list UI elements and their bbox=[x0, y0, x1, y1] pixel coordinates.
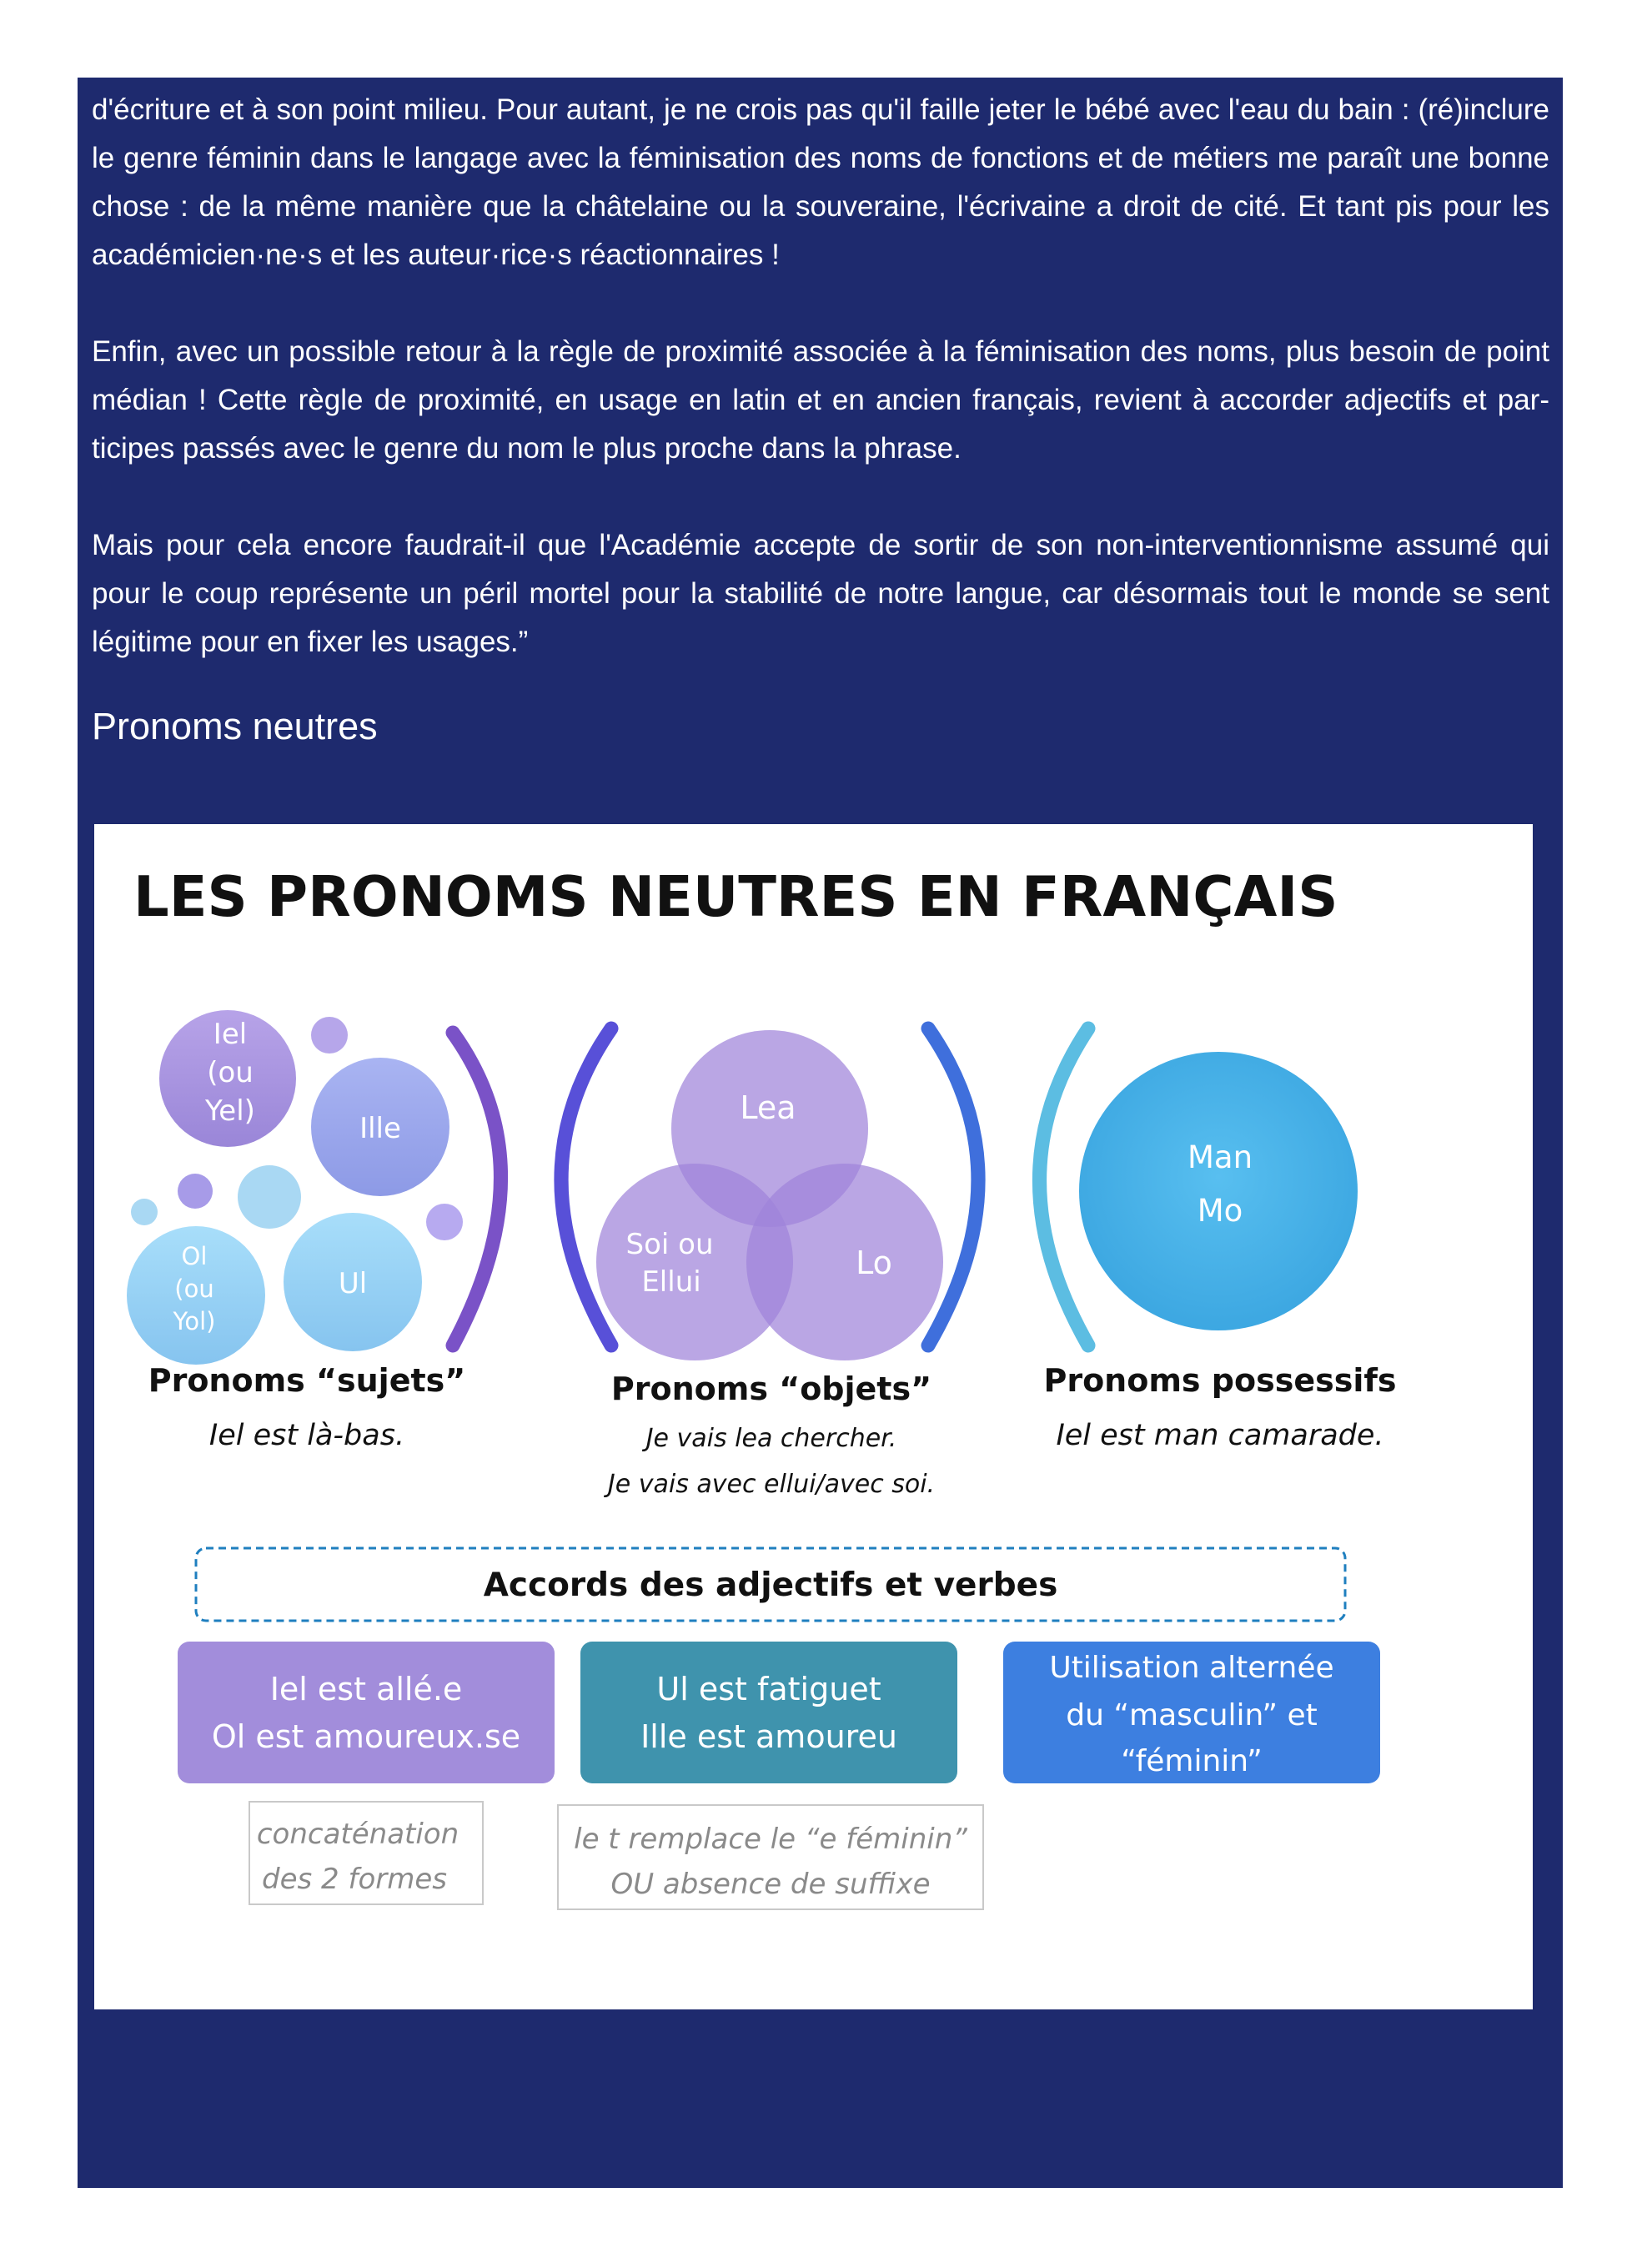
objects-group bbox=[561, 1028, 978, 1360]
subjects-bracket bbox=[453, 1033, 501, 1345]
note-line: concaténation bbox=[256, 1818, 459, 1851]
agreement-box-line: “féminin” bbox=[1121, 1744, 1263, 1778]
bubble-ol-line: (ou bbox=[174, 1275, 214, 1303]
subjects-label: Pronoms “sujets” bbox=[148, 1362, 466, 1399]
circle-soi-line: Ellui bbox=[641, 1265, 701, 1299]
bubble-ul-label: Ul bbox=[338, 1267, 368, 1300]
possessive-line: Man bbox=[1187, 1139, 1253, 1175]
objects-example: Je vais avec ellui/avec soi. bbox=[607, 1470, 936, 1499]
decor-dot bbox=[178, 1174, 213, 1209]
paragraph: d'écriture et à son point milieu. Pour autant, je ne crois pas qu'il faille jeter le bébé avec l'eau du bain : (ré)inclure le genre féminin dans le langage avec la féminisation des noms de fonctions et de métiers me paraît une bonne chose : de la même manière que la châtelaine ou la souveraine, l'écrivaine a droit de cité. Et tant pis pour les académicien·ne·s et les auteur·rice·s réactionnaires ! bbox=[92, 93, 1549, 271]
decor-dot bbox=[238, 1165, 301, 1229]
bubble-iel-line: Yel) bbox=[205, 1094, 255, 1128]
section-heading: Pronoms neutres bbox=[92, 705, 378, 747]
bubble-iel-line: (ou bbox=[207, 1056, 254, 1089]
agreement-header: Accords des adjectifs et verbes bbox=[483, 1566, 1058, 1604]
subjects-group bbox=[127, 1010, 501, 1365]
note-line: OU absence de suffixe bbox=[610, 1868, 931, 1901]
agreement-box-line: du “masculin” et bbox=[1066, 1698, 1318, 1732]
circle-soi-line: Soi ou bbox=[625, 1228, 714, 1261]
decor-dot bbox=[311, 1017, 348, 1054]
circle-lea-label: Lea bbox=[740, 1089, 796, 1126]
possessives-group bbox=[1040, 1028, 1358, 1345]
possessives-example: Iel est man camarade. bbox=[1056, 1419, 1384, 1452]
circle-lo bbox=[746, 1164, 943, 1360]
agreement-box-line: Ul est fatiguet bbox=[656, 1671, 881, 1707]
agreement-box-line: Iel est allé.e bbox=[269, 1671, 463, 1707]
agreement-box-line: Ol est amoureux.se bbox=[211, 1718, 521, 1755]
note-line: le t remplace le “e féminin” bbox=[574, 1823, 967, 1856]
agreement-box-purple bbox=[178, 1642, 555, 1783]
bubble-iel-line: Iel bbox=[213, 1018, 248, 1051]
circle-lo-label: Lo bbox=[856, 1245, 892, 1281]
agreement-box-line: Utilisation alternée bbox=[1049, 1651, 1334, 1685]
pronouns-infographic bbox=[94, 824, 1533, 2009]
agreement-box-line: Ille est amoureu bbox=[640, 1718, 897, 1755]
subjects-example: Iel est là-bas. bbox=[208, 1419, 405, 1452]
circle-possessive bbox=[1079, 1052, 1358, 1330]
agreement-box-teal bbox=[580, 1642, 957, 1783]
bubble-ol-line: Ol bbox=[181, 1242, 208, 1270]
possessives-label: Pronoms possessifs bbox=[1043, 1362, 1397, 1399]
article-body bbox=[92, 86, 1549, 666]
figure-title: LES PRONOMS NEUTRES EN FRANÇAIS bbox=[133, 864, 1338, 929]
paragraph: Mais pour cela encore faudrait-il que l'Académie accepte de sortir de son non-interventionnisme assumé qui pour le coup représente un péril mortel pour la stabilité de notre langue, car désormais tout le monde se sent légitime pour en fixer les usages.” bbox=[92, 529, 1549, 658]
decor-dot bbox=[426, 1204, 463, 1240]
objects-label: Pronoms “objets” bbox=[610, 1370, 932, 1407]
bubble-ille-label: Ille bbox=[359, 1112, 401, 1145]
document-page bbox=[78, 78, 1563, 2188]
note-line: des 2 formes bbox=[262, 1863, 447, 1896]
decor-dot bbox=[131, 1199, 158, 1225]
paragraph: Enfin, avec un possible retour à la règle de proximité associée à la féminisation des noms, plus besoin de point médian ! Cette règle de proximité, en usage en latin et en ancien français, revient à accorder adjectifs et participes passés avec le genre du nom le plus proche dans la phrase. bbox=[92, 335, 1549, 465]
possessive-line: Mo bbox=[1197, 1193, 1243, 1229]
bubble-ol-line: Yol) bbox=[173, 1307, 216, 1335]
objects-example: Je vais lea chercher. bbox=[645, 1424, 897, 1453]
